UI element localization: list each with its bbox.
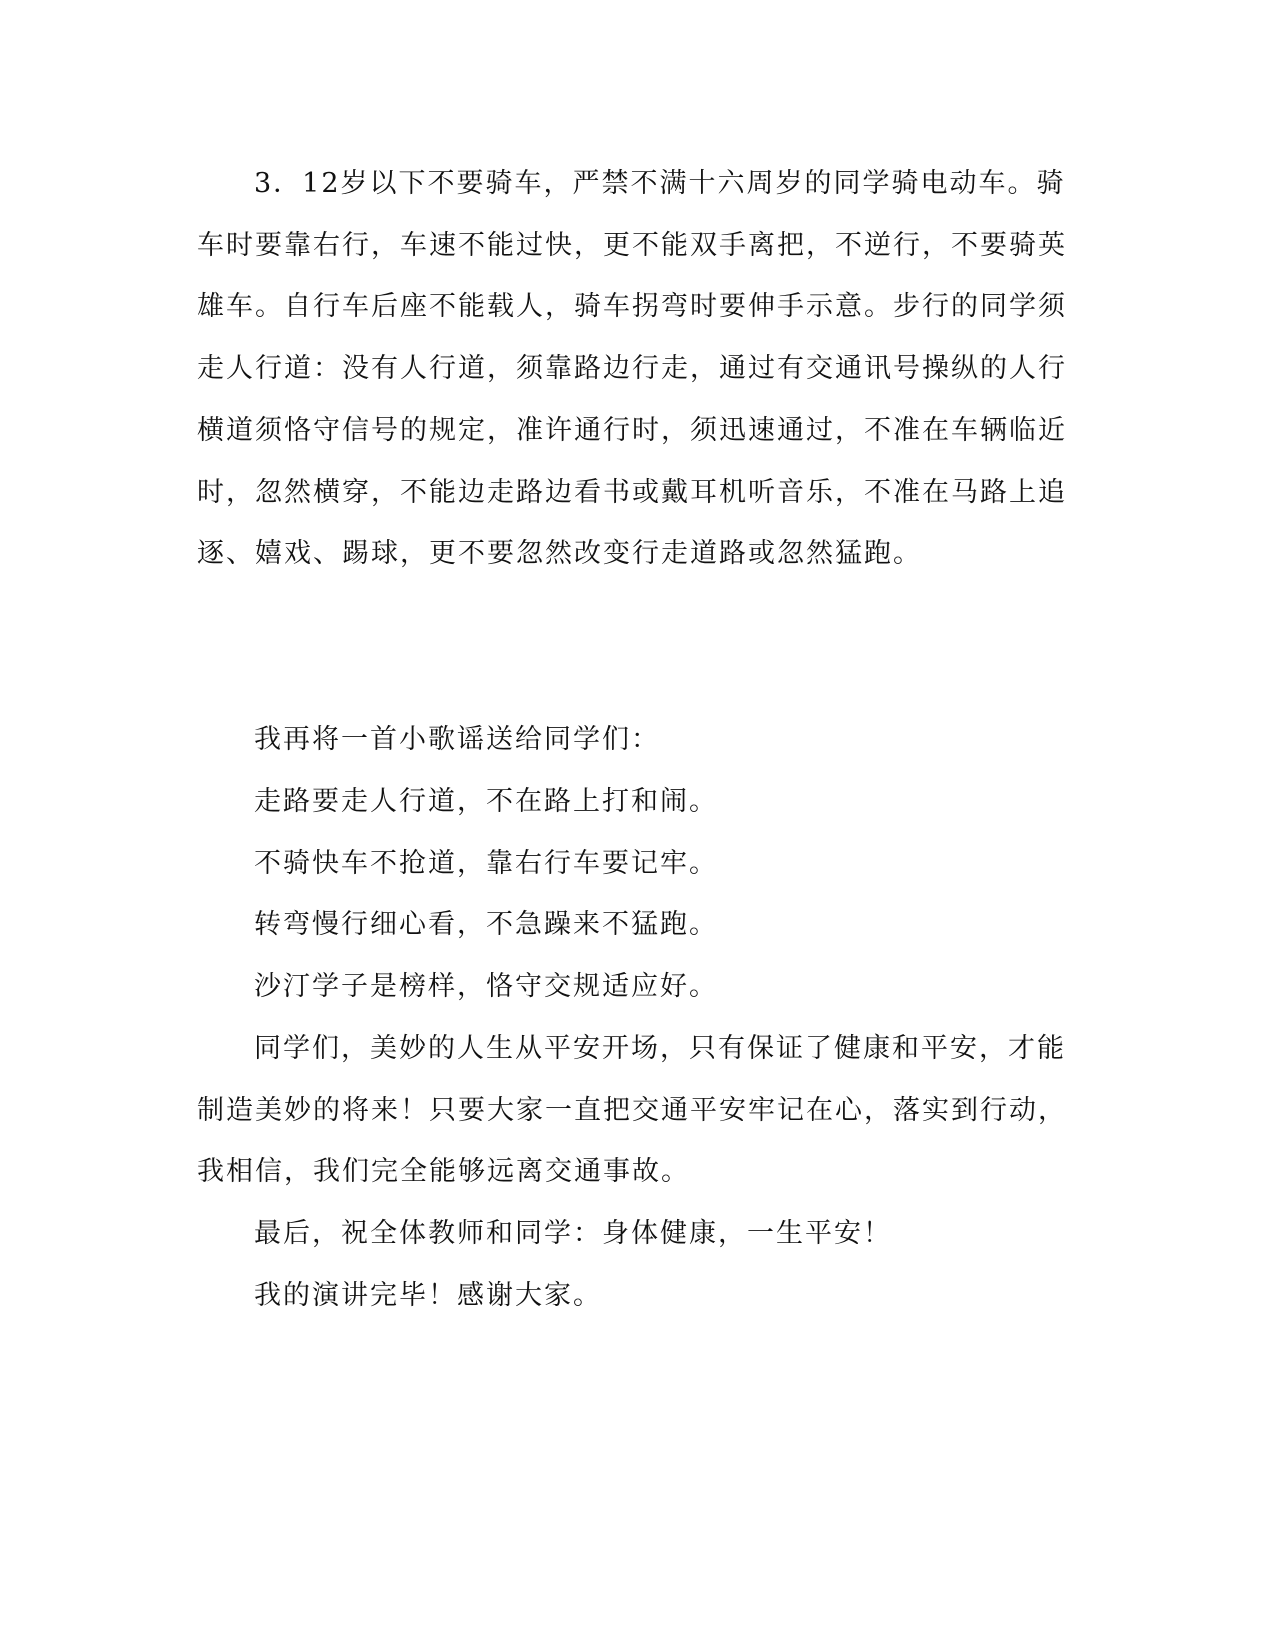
closing-line-1: 同学们，美妙的人生从平安开场，只有保证了健康和平安，才能 bbox=[254, 1033, 1066, 1064]
closing-line-2: 制造美妙的将来！只要大家一直把交通平安牢记在心，落实到行动， bbox=[197, 1095, 1067, 1126]
rules-line-7: 逐、嬉戏、踢球，更不要忽然改变行走道路或忽然猛跑。 bbox=[197, 538, 922, 569]
rules-line-4: 走人行道：没有人行道，须靠路边行走，通过有交通讯号操纵的人行 bbox=[197, 353, 1067, 384]
rules-line-5: 横道须恪守信号的规定，准许通行时，须迅速通过，不准在车辆临近 bbox=[197, 415, 1067, 446]
song-line-4: 沙汀学子是榜样，恪守交规适应好。 bbox=[254, 971, 718, 1002]
song-line-1: 走路要走人行道，不在路上打和闹。 bbox=[254, 786, 718, 817]
rules-line-2: 车时要靠右行，车速不能过快，更不能双手离把，不逆行，不要骑英 bbox=[197, 230, 1067, 261]
wishes-line: 最后，祝全体教师和同学：身体健康，一生平安！ bbox=[254, 1218, 892, 1249]
song-line-2: 不骑快车不抢道，靠右行车要记牢。 bbox=[254, 848, 718, 879]
song-line-3: 转弯慢行细心看，不急躁来不猛跑。 bbox=[254, 909, 718, 940]
end-line: 我的演讲完毕！感谢大家。 bbox=[254, 1280, 602, 1311]
song-intro: 我再将一首小歌谣送给同学们： bbox=[254, 724, 660, 755]
rules-line-1: 3．12岁以下不要骑车，严禁不满十六周岁的同学骑电动车。骑 bbox=[254, 168, 1066, 199]
closing-line-3: 我相信，我们完全能够远离交通事故。 bbox=[197, 1156, 690, 1187]
rules-line-3: 雄车。自行车后座不能载人，骑车拐弯时要伸手示意。步行的同学须 bbox=[197, 291, 1067, 322]
rules-line-6: 时，忽然横穿，不能边走路边看书或戴耳机听音乐，不准在马路上追 bbox=[197, 477, 1067, 508]
